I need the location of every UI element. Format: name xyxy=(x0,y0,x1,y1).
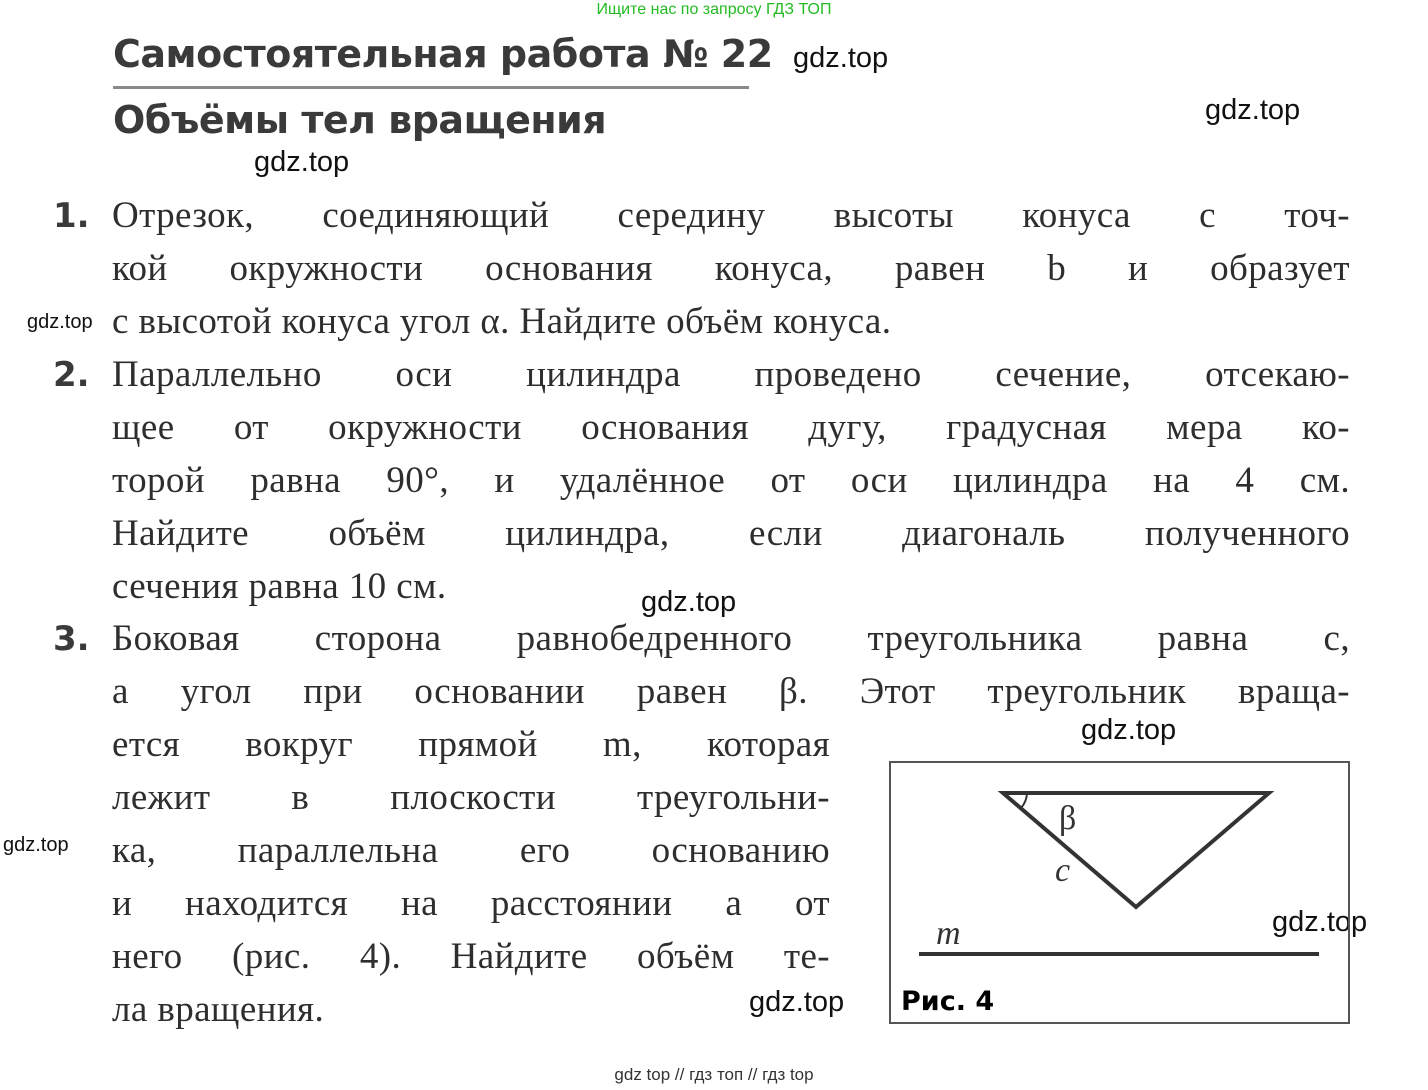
problem-2-line-3: торой равна 90°, и удалённое от оси цилиндра на 4 см. xyxy=(112,460,1350,501)
watermark: gdz.top xyxy=(254,146,350,178)
problem-3-line-4: лежит в плоскости треугольни- xyxy=(112,777,830,818)
problem-1-line-1: Отрезок, соединяющий середину высоты конуса с точ- xyxy=(112,195,1350,236)
figure-4 xyxy=(889,761,1350,1024)
problem-3-line-6: и находится на расстоянии a от xyxy=(112,883,830,924)
problem-1-number: 1. xyxy=(53,196,90,236)
problem-3-line-8: ла вращения. xyxy=(112,989,325,1030)
problem-3-line-3: ется вокруг прямой m, которая xyxy=(112,724,830,765)
watermark: gdz.top xyxy=(749,986,845,1018)
problem-2-line-2: щее от окружности основания дугу, градусная мера ко- xyxy=(112,407,1350,448)
problem-2-line-1: Параллельно оси цилиндра проведено сечение, отсекаю- xyxy=(112,354,1350,395)
problem-2-line-5: сечения равна 10 см. xyxy=(112,566,447,607)
watermark: gdz.top xyxy=(1272,906,1368,938)
line-label: m xyxy=(936,915,961,952)
watermark: gdz.top xyxy=(793,42,889,74)
angle-arc xyxy=(1021,793,1027,808)
figure-caption: Рис. 4 xyxy=(901,986,995,1017)
watermark: gdz.top xyxy=(1205,94,1301,126)
watermark: gdz.top xyxy=(641,586,737,618)
problem-3-line-1: Боковая сторона равнобедренного треугольника равна c, xyxy=(112,618,1350,659)
title-underline xyxy=(113,86,749,89)
page-title: Самостоятельная работа № 22 xyxy=(113,32,773,76)
watermark: gdz.top xyxy=(3,834,69,856)
angle-label: β xyxy=(1059,800,1077,837)
problem-3-number: 3. xyxy=(53,619,90,659)
problem-3-line-5: ка, параллельна его основанию xyxy=(112,830,830,871)
watermark: gdz.top xyxy=(1081,714,1177,746)
problem-3-line-2: а угол при основании равен β. Этот треугольник враща- xyxy=(112,671,1350,712)
problem-3-line-7: него (рис. 4). Найдите объём те- xyxy=(112,936,830,977)
side-label: c xyxy=(1055,852,1071,889)
problem-1-line-3: с высотой конуса угол α. Найдите объём конуса. xyxy=(112,301,892,342)
isosceles-triangle xyxy=(1003,793,1269,907)
footer-watermark: gdz top // гдз топ // гдз top xyxy=(614,1065,814,1084)
watermark: gdz.top xyxy=(27,311,93,333)
page-subtitle: Объёмы тел вращения xyxy=(113,98,607,142)
problem-2-line-4: Найдите объём цилиндра, если диагональ полученного xyxy=(112,513,1350,554)
top-banner: Ищите нас по запросу ГДЗ ТОП xyxy=(596,1,832,18)
problem-1-line-2: кой окружности основания конуса, равен b и образует xyxy=(112,248,1350,289)
problem-2-number: 2. xyxy=(53,355,90,395)
